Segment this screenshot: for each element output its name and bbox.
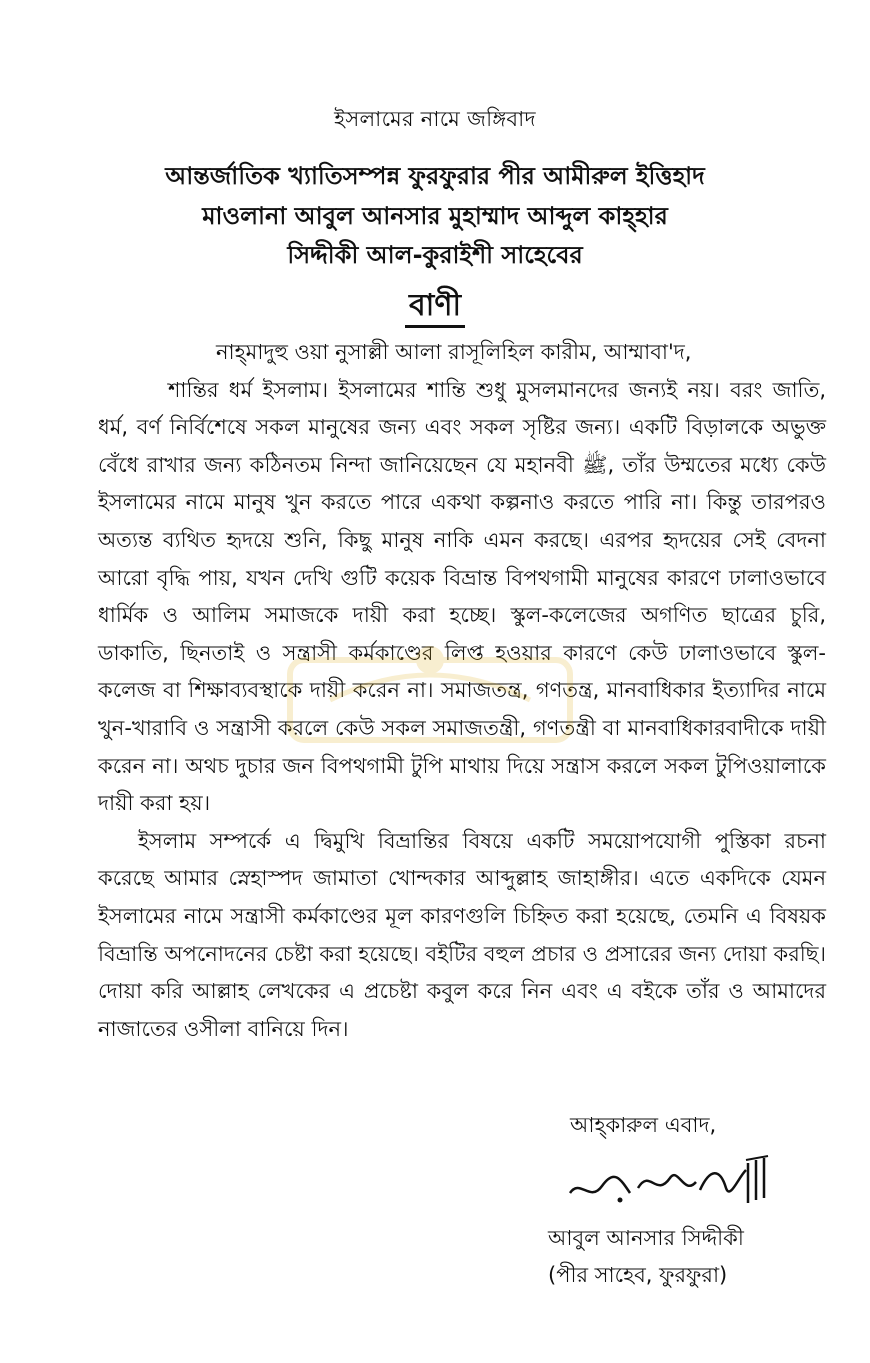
signer-title: (পীর সাহেব, ফুরফুরা) [548, 1263, 728, 1287]
message-title [0, 281, 870, 332]
message-body [98, 334, 826, 1048]
paragraph-2: ইসলাম সম্পর্কে এ দ্বিমুখি বিভ্রান্তির বিষয়ে একটি সময়োপযোগী পুস্তিকা রচনা করেছে আমার স্নেহাস্পদ জামাতা খোন্দকার আব্দুল্লাহ জাহাঙ্গীর। এতে একদিকে যেমন ইসলামের নামে সন্ত্রাসী কর্মকাণ্ডের মূল কারণগুলি চিহ্নিত করা হয়েছে, তেমনি এ বিষয়ক বিভ্রান্তি অপনোদনের চেষ্টা করা হয়েছে। বইটির বহুল প্রচার ও প্রসারের জন্য দোয়া করছি। দোয়া করি আল্লাহ লেখকের এ প্রচেষ্টা কবুল করে নিন এবং এ বইকে তাঁর ও আমাদের নাজাতের ওসীলা বানিয়ে দিন। [98, 828, 826, 1041]
heading-line-3: সিদ্দীকী আল-কুরাইশী সাহেবের [287, 241, 583, 269]
heading-line-1: আন্তর্জাতিক খ্যাতিসম্পন্ন ফুরফুরার পীর আমীরুল ইত্তিহাদ [165, 162, 705, 190]
signer-name: আবুল আনসার সিদ্দীকী [548, 1226, 744, 1250]
message-title-text: বাণী [405, 288, 465, 328]
signature-icon [560, 1148, 780, 1218]
opening-line: নাহ্‌মাদুহু ওয়া নুসাল্লী আলা রাসূলিহিল কারীম, আম্মাবা'দ, [216, 340, 692, 364]
sign-off: আহ্‌কারুল এবাদ, [570, 1113, 717, 1137]
paragraph-1: শান্তির ধর্ম ইসলাম। ইসলামের শান্তি শুধু মুসলমানদের জন্যই নয়। বরং জাতি, ধর্ম, বর্ণ নির্বিশেষে সকল মানুষের জন্য এবং সকল সৃষ্টির জন্য। একটি বিড়ালকে অভুক্ত বেঁধে রাখার জন্য কঠিনতম নিন্দা জানিয়েছেন যে মহানবী ﷺ, তাঁর উম্মতের মধ্যে কেউ ইসলামের নামে মানুষ খুন করতে পারে একথা কল্পনাও করতে পারি না। কিন্তু তারপরও অত্যন্ত ব্যথিত হৃদয়ে শুনি, কিছু মানুষ নাকি এমন করছে। এরপর হৃদয়ের সেই বেদনা আরো বৃদ্ধি পায়, যখন দেখি গুটি কয়েক বিভ্রান্ত বিপথগামী মানুষের কারণে ঢালাওভাবে ধার্মিক ও আলিম সমাজকে দায়ী করা হচ্ছে। স্কুল-কলেজের অগণিত ছাত্রের চুরি, ডাকাতি, ছিনতাই ও সন্ত্রাসী কর্মকাণ্ডের লিপ্ত হওয়ার কারণে কেউ ঢালাওভাবে স্কুল-কলেজ বা শিক্ষাব্যবস্থাকে দায়ী করেন না। সমাজতন্ত্র, গণতন্ত্র, মানবাধিকার ইত্যাদির নামে খুন-খারাবি ও সন্ত্রাসী করলে কেউ সকল সমাজতন্ত্রী, গণতন্ত্রী বা মানবাধিকারবাদীকে দায়ী করেন না। অথচ দুচার জন বিপথগামী টুপি মাথায় দিয়ে সন্ত্রাস করলে সকল টুপিওয়ালাকে দায়ী করা হয়। [98, 377, 826, 816]
running-head: ইসলামের নামে জঙ্গিবাদ [334, 107, 536, 131]
heading-line-2: মাওলানা আবুল আনসার মুহাম্মাদ আব্দুল কাহ্‌হার [202, 202, 668, 230]
